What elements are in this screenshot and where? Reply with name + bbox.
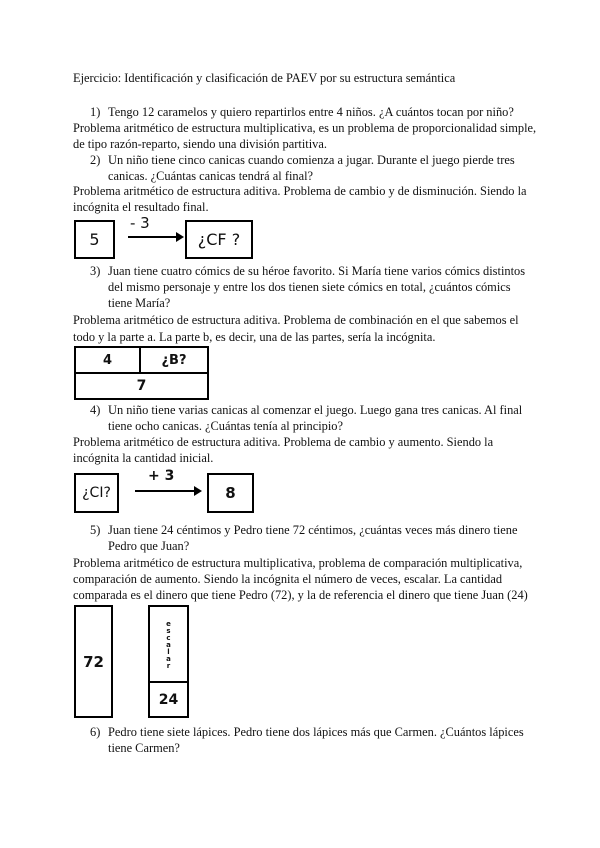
problem-text: Pedro que Juan?	[108, 539, 190, 553]
scalar-box: escalar	[148, 605, 189, 683]
answer-text: Problema aritmético de estructura multiplicativa, es un problema de proporcionalidad simple,	[73, 121, 537, 135]
arrow-icon	[128, 236, 182, 238]
start-quantity-box: 5	[74, 220, 115, 259]
reference-quantity-box: 24	[148, 681, 189, 718]
problem-text: canicas. ¿Cuántas canicas tendrá al final?	[108, 169, 314, 183]
problem-text: Un niño tiene cinco canicas cuando comienza a jugar. Durante el juego pierde tres	[108, 153, 515, 167]
answer-text: comparación de aumento. Siendo la incógnita el número de veces, escalar. La cantidad	[73, 572, 503, 586]
arrow-icon	[135, 490, 200, 492]
page-title: Ejercicio: Identificación y clasificación de PAEV por su estructura semántica	[73, 71, 456, 85]
problem-text: Juan tiene cuatro cómics de su héroe favorito. Si María tiene varios cómics distintos	[108, 264, 526, 278]
change-label: + 3	[148, 468, 175, 484]
answer-text: Problema aritmético de estructura aditiva. Problema de combinación en el que sabemos el	[73, 313, 519, 327]
final-quantity-box: ¿CF ?	[185, 220, 253, 259]
final-quantity-box: 8	[207, 473, 254, 513]
answer-text: todo y la parte a. La parte b, es decir, una de las partes, sería la incógnita.	[73, 330, 436, 344]
answer-text: de tipo razón-reparto, siendo una división partitiva.	[73, 137, 327, 151]
problem-text: del mismo personaje y entre los dos tienen siete cómics en total, ¿cuántos cómics	[108, 280, 511, 294]
problem-text: Pedro tiene siete lápices. Pedro tiene dos lápices más que Carmen. ¿Cuántos lápices	[108, 725, 524, 739]
item-number: 2)	[90, 153, 101, 167]
problem-text: Juan tiene 24 céntimos y Pedro tiene 72 céntimos, ¿cuántas veces más dinero tiene	[108, 523, 518, 537]
answer-text: Problema aritmético de estructura aditiva. Problema de cambio y de disminución. Siendo la	[73, 184, 527, 198]
item-number: 6)	[90, 725, 101, 739]
problem-text: tiene María?	[108, 296, 171, 310]
part-a-box: 4	[74, 346, 141, 374]
compared-quantity-bar: 72	[74, 605, 113, 718]
problem-text: tiene Carmen?	[108, 741, 180, 755]
part-b-box: ¿B?	[139, 346, 209, 374]
problem-text: tiene ocho canicas. ¿Cuántas tenía al principio?	[108, 419, 343, 433]
answer-text: incógnita el resultado final.	[73, 200, 209, 214]
answer-text: comparada es el dinero que tiene Pedro (72), y la de referencia el dinero que tiene Juan (24)	[73, 588, 528, 602]
answer-text: Problema aritmético de estructura multiplicativa, problema de comparación multiplicativa,	[73, 556, 523, 570]
item-number: 3)	[90, 264, 101, 278]
change-label: - 3	[130, 214, 150, 232]
problem-text: Tengo 12 caramelos y quiero repartirlos entre 4 niños. ¿A cuántos tocan por niño?	[108, 105, 514, 119]
answer-text: incógnita la cantidad inicial.	[73, 451, 214, 465]
item-number: 1)	[90, 105, 101, 119]
part-whole-diagram	[74, 346, 209, 400]
item-number: 4)	[90, 403, 101, 417]
total-box: 7	[74, 372, 209, 400]
item-number: 5)	[90, 523, 101, 537]
problem-text: Un niño tiene varias canicas al comenzar el juego. Luego gana tres canicas. Al final	[108, 403, 523, 417]
start-quantity-box: ¿CI?	[74, 473, 119, 513]
answer-text: Problema aritmético de estructura aditiva. Problema de cambio y aumento. Siendo la	[73, 435, 494, 449]
